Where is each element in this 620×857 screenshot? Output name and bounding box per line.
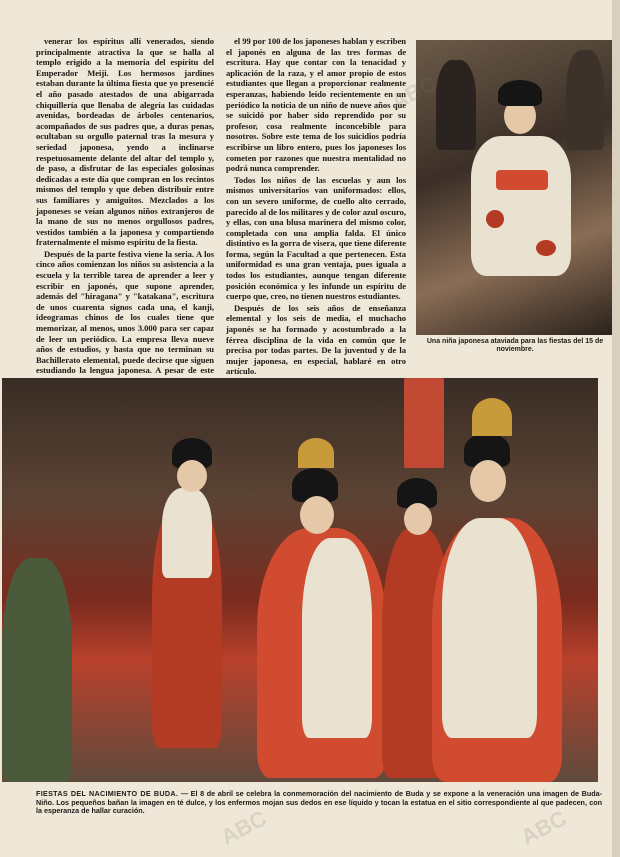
golden-headdress — [472, 398, 512, 436]
golden-headdress — [298, 438, 334, 468]
photo-buddha-festival — [2, 378, 598, 782]
paragraph: Después de la parte festiva viene la seria. A los cinco años comienzan los niños su asistencia a la escuela y la terrible tarea de aprender a leer y escribir en japonés, que supone aprender, además del "hiragana" y "katakana", escritura de unos cuarenta signos cada una, el kanji, ideogramas chinos de los cuales tiene que memorizar, al menos, unos 3.000 para ser capaz de leer un periódico. La empresa lleva nueve años de estudios, y hasta que no terminan su Bachillerato elemental, puede decirse que siguen estudiando la lengua japonesa. A pesar de este — [36, 248, 214, 376]
watermark: ABC — [386, 70, 441, 115]
child-robe-white — [162, 488, 212, 578]
lantern — [404, 378, 444, 468]
obi-sash — [496, 170, 548, 190]
kimono-pattern — [536, 240, 556, 256]
paragraph: venerar los espíritus allí venerados, siendo principalmente atractiva la que se halla al templo erigido a la memoria del espíritu del Emperador Meiji. Los hermosos jardines estaban durante la última fiesta que yo presencié el año pasado atestados de una abigarrada chiquillería que llenaba de alegría las cuidadas avenidas, bordeadas de árboles centenarios, acompañados de sus padres que, a duras penas, ocultaban su orgullo paternal tras la mesura y seriedad japonesa, yendo a inclinarse respetuosamente delante del altar del templo y, de paso, a disfrutar de las especiales golosinas dedicadas a este día que compran en los recintos mismos del templo y que deben distribuir entre sus familiares y amiguitos. Mezclados a los japoneses se veían algunos niños extranjeros de la mano de sus no menos orgullosos padres, vestidos también a la japonesa y compartiendo fraternalmente el mismo espíritu de la fiesta. — [36, 36, 214, 248]
watermark: ABC — [216, 805, 271, 850]
paragraph: Todos los niños de las escuelas y aun los mismos universitarios van uniformados: ellos, con un severo uniforme, de cuello alto cerrado, parecido al de los militares y de color azul oscuro, y ellas, con una blusa marinera del mismo color, completada con una amplia falda. El único distintivo es la gorra de visera, que tiene diferente forma, según la Facultad a que pertenecen. Esta uniformidad es una gran ventaja, pues iguala a todos los estudiantes, aunque tengan diferente posición económica y les infunde un espíritu de cuerpo que, creo, no tienen nuestros estudiantes. — [226, 174, 406, 302]
photo-girl-kimono — [416, 40, 612, 335]
paragraph: Después de los seis años de enseñanza elemental y los seis de media, el muchacho japonés se ha formado y acostumbrado a la férrea disciplina de la vida en común que le precisa por todas partes. De la juventud y de la mujer japonesa, en especial, hablaré en otro artículo. — [226, 302, 406, 377]
photo-caption-top: Una niña japonesa ataviada para las fiestas del 15 de noviembre. — [426, 338, 604, 353]
bystander — [566, 50, 604, 150]
article-column-2 — [226, 36, 406, 377]
photo-caption-bottom — [36, 790, 602, 816]
child-robe-white — [442, 518, 537, 738]
child-robe-white — [302, 538, 372, 738]
child-face — [300, 496, 334, 534]
kimono — [471, 136, 571, 276]
child-face — [470, 460, 506, 502]
article-column-1 — [36, 36, 214, 376]
child-face — [177, 460, 207, 492]
paragraph: el 99 por 100 de los japoneses hablan y escriben el japonés en alguna de las tres formas de escritura. Hay que contar con la tenacidad y aplicación de la raza, y el amor propio de estos estudiantes que llegan a proporcionar realmente esperanzas, habiendo leído recientemente en un periódico la noticia de un niño de nueve años que se suicidó por haber sido reprendido por su profesor, cosa realmente inconcebible para nosotros. Sobre este tema de los suicidios podría escribirse un libro entero, pues los japoneses los cometen por razones que nuestra mentalidad no podrá nunca comprender. — [226, 36, 406, 174]
child-face — [404, 503, 432, 535]
watermark: ABC — [516, 805, 571, 850]
bystander — [436, 60, 476, 150]
caption-body: — El 8 de abril se celebra la conmemoración del nacimiento de Buda y se expone a la veneración una imagen de Buda-Niño. Los pequeños bañan la imagen en té dulce, y los enfermos mojan sus dedos en ese líquido y tocan la estatua en el sitio correspondiente al que padecen, con la esperanza de hallar curación. — [36, 789, 603, 816]
adult-figure — [2, 558, 72, 782]
caption-heading: FIESTAS DEL NACIMIENTO DE BUDA. — [36, 789, 179, 798]
page-edge — [612, 0, 620, 857]
kimono-pattern — [486, 210, 504, 228]
girl-hair — [498, 80, 542, 106]
